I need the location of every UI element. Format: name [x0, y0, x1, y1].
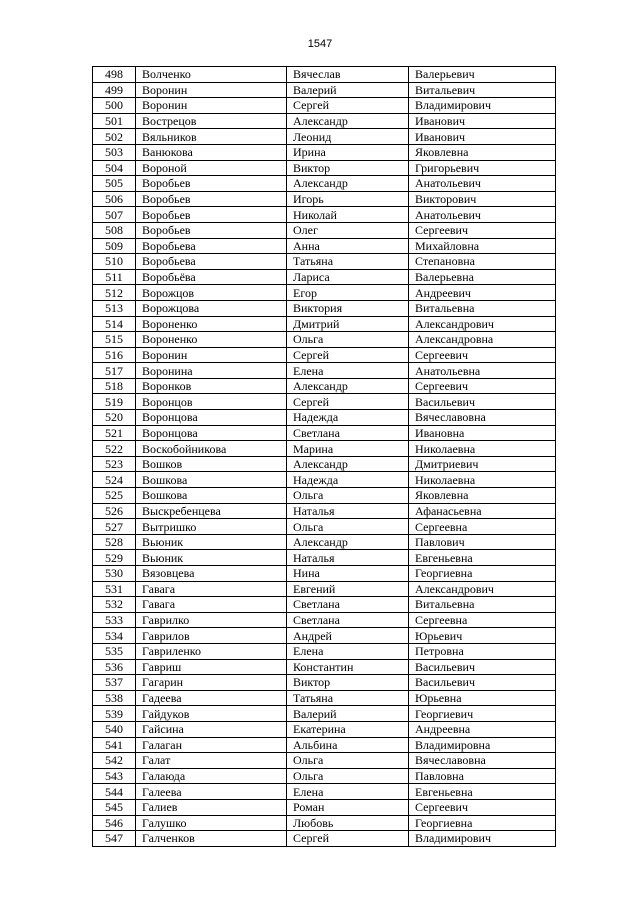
- first-name-cell: Светлана: [287, 597, 409, 613]
- patronymic-cell: Валерьевна: [409, 269, 556, 285]
- table-row: [93, 550, 556, 566]
- patronymic-cell: Витальевна: [409, 300, 556, 316]
- surname-cell: Воронина: [136, 363, 287, 379]
- table-row: [93, 706, 556, 722]
- surname-cell: Воронин: [136, 82, 287, 98]
- first-name-cell: Леонид: [287, 129, 409, 145]
- patronymic-cell: Григорьевич: [409, 160, 556, 176]
- table-row: [93, 222, 556, 238]
- first-name-cell: Ирина: [287, 144, 409, 160]
- patronymic-cell: Иванович: [409, 129, 556, 145]
- row-number-cell: 528: [93, 534, 136, 550]
- table-row: [93, 394, 556, 410]
- table-row: [93, 410, 556, 426]
- first-name-cell: Александр: [287, 456, 409, 472]
- patronymic-cell: Александрович: [409, 316, 556, 332]
- patronymic-cell: Вячеславовна: [409, 410, 556, 426]
- surname-cell: Воронков: [136, 378, 287, 394]
- surname-cell: Вострецов: [136, 113, 287, 129]
- patronymic-cell: Петровна: [409, 643, 556, 659]
- first-name-cell: Александр: [287, 113, 409, 129]
- patronymic-cell: Владимирович: [409, 831, 556, 847]
- surname-cell: Ворожцов: [136, 285, 287, 301]
- table-row: [93, 176, 556, 192]
- row-number-cell: 542: [93, 753, 136, 769]
- surname-cell: Вошкова: [136, 488, 287, 504]
- first-name-cell: Андрей: [287, 628, 409, 644]
- patronymic-cell: Сергеевич: [409, 378, 556, 394]
- first-name-cell: Наталья: [287, 503, 409, 519]
- first-name-cell: Константин: [287, 659, 409, 675]
- first-name-cell: Анна: [287, 238, 409, 254]
- table-row: [93, 799, 556, 815]
- surname-cell: Вытришко: [136, 519, 287, 535]
- surname-cell: Гавриш: [136, 659, 287, 675]
- surname-cell: Воробьев: [136, 222, 287, 238]
- patronymic-cell: Александровна: [409, 332, 556, 348]
- table-row: [93, 67, 556, 83]
- table-row: [93, 316, 556, 332]
- table-row: [93, 815, 556, 831]
- first-name-cell: Ольга: [287, 488, 409, 504]
- patronymic-cell: Юрьевич: [409, 628, 556, 644]
- surname-cell: Галушко: [136, 815, 287, 831]
- table-row: [93, 347, 556, 363]
- row-number-cell: 530: [93, 566, 136, 582]
- table-row: [93, 269, 556, 285]
- first-name-cell: Роман: [287, 799, 409, 815]
- surname-cell: Воронцов: [136, 394, 287, 410]
- row-number-cell: 532: [93, 597, 136, 613]
- table-row: [93, 441, 556, 457]
- surname-cell: Вороной: [136, 160, 287, 176]
- row-number-cell: 513: [93, 300, 136, 316]
- patronymic-cell: Георгиевна: [409, 566, 556, 582]
- row-number-cell: 507: [93, 207, 136, 223]
- first-name-cell: Егор: [287, 285, 409, 301]
- table-row: [93, 643, 556, 659]
- table-row: [93, 191, 556, 207]
- row-number-cell: 527: [93, 519, 136, 535]
- table-row: [93, 628, 556, 644]
- surname-cell: Выскребенцева: [136, 503, 287, 519]
- patronymic-cell: Андреевич: [409, 285, 556, 301]
- row-number-cell: 547: [93, 831, 136, 847]
- first-name-cell: Виктория: [287, 300, 409, 316]
- first-name-cell: Лариса: [287, 269, 409, 285]
- table-row: [93, 98, 556, 114]
- table-row: [93, 207, 556, 223]
- row-number-cell: 544: [93, 784, 136, 800]
- first-name-cell: Нина: [287, 566, 409, 582]
- row-number-cell: 525: [93, 488, 136, 504]
- patronymic-cell: Александрович: [409, 581, 556, 597]
- patronymic-cell: Павлович: [409, 534, 556, 550]
- row-number-cell: 514: [93, 316, 136, 332]
- first-name-cell: Сергей: [287, 347, 409, 363]
- first-name-cell: Николай: [287, 207, 409, 223]
- table-row: [93, 534, 556, 550]
- patronymic-cell: Николаевна: [409, 472, 556, 488]
- surname-cell: Вяльников: [136, 129, 287, 145]
- row-number-cell: 502: [93, 129, 136, 145]
- surname-cell: Вошкова: [136, 472, 287, 488]
- row-number-cell: 524: [93, 472, 136, 488]
- first-name-cell: Игорь: [287, 191, 409, 207]
- patronymic-cell: Анатольевна: [409, 363, 556, 379]
- row-number-cell: 501: [93, 113, 136, 129]
- patronymic-cell: Васильевич: [409, 675, 556, 691]
- first-name-cell: Сергей: [287, 831, 409, 847]
- surname-cell: Гайдуков: [136, 706, 287, 722]
- row-number-cell: 535: [93, 643, 136, 659]
- first-name-cell: Ольга: [287, 519, 409, 535]
- surname-cell: Галеева: [136, 784, 287, 800]
- patronymic-cell: Афанасьевна: [409, 503, 556, 519]
- first-name-cell: Вячеслав: [287, 67, 409, 83]
- table-row: [93, 472, 556, 488]
- patronymic-cell: Васильевич: [409, 659, 556, 675]
- row-number-cell: 506: [93, 191, 136, 207]
- row-number-cell: 534: [93, 628, 136, 644]
- first-name-cell: Виктор: [287, 675, 409, 691]
- surname-cell: Вьюник: [136, 550, 287, 566]
- row-number-cell: 517: [93, 363, 136, 379]
- first-name-cell: Сергей: [287, 98, 409, 114]
- table-row: [93, 332, 556, 348]
- table-row: [93, 456, 556, 472]
- row-number-cell: 504: [93, 160, 136, 176]
- table-row: [93, 690, 556, 706]
- row-number-cell: 540: [93, 721, 136, 737]
- table-row: [93, 238, 556, 254]
- row-number-cell: 503: [93, 144, 136, 160]
- row-number-cell: 511: [93, 269, 136, 285]
- table-row: [93, 82, 556, 98]
- table-row: [93, 659, 556, 675]
- table-row: [93, 363, 556, 379]
- first-name-cell: Александр: [287, 534, 409, 550]
- first-name-cell: Сергей: [287, 394, 409, 410]
- row-number-cell: 545: [93, 799, 136, 815]
- page-number: 1547: [307, 38, 333, 50]
- row-number-cell: 546: [93, 815, 136, 831]
- table-row: [93, 831, 556, 847]
- first-name-cell: Виктор: [287, 160, 409, 176]
- row-number-cell: 543: [93, 768, 136, 784]
- patronymic-cell: Степановна: [409, 254, 556, 270]
- table-row: [93, 300, 556, 316]
- patronymic-cell: Юрьевна: [409, 690, 556, 706]
- surname-cell: Галаюда: [136, 768, 287, 784]
- surname-cell: Воробьев: [136, 176, 287, 192]
- row-number-cell: 539: [93, 706, 136, 722]
- surname-cell: Вошков: [136, 456, 287, 472]
- patronymic-cell: Витальевич: [409, 82, 556, 98]
- first-name-cell: Олег: [287, 222, 409, 238]
- first-name-cell: Александр: [287, 176, 409, 192]
- first-name-cell: Татьяна: [287, 254, 409, 270]
- surname-cell: Гавриленко: [136, 643, 287, 659]
- table-row: [93, 753, 556, 769]
- surname-cell: Воронцова: [136, 410, 287, 426]
- row-number-cell: 520: [93, 410, 136, 426]
- surname-cell: Галаган: [136, 737, 287, 753]
- table-row: [93, 503, 556, 519]
- surname-cell: Галченков: [136, 831, 287, 847]
- table-row: [93, 675, 556, 691]
- patronymic-cell: Дмитриевич: [409, 456, 556, 472]
- surname-cell: Гавага: [136, 581, 287, 597]
- row-number-cell: 510: [93, 254, 136, 270]
- first-name-cell: Любовь: [287, 815, 409, 831]
- row-number-cell: 519: [93, 394, 136, 410]
- first-name-cell: Елена: [287, 784, 409, 800]
- row-number-cell: 509: [93, 238, 136, 254]
- patronymic-cell: Ивановна: [409, 425, 556, 441]
- patronymic-cell: Сергеевна: [409, 612, 556, 628]
- patronymic-cell: Сергеевич: [409, 222, 556, 238]
- patronymic-cell: Яковлевна: [409, 488, 556, 504]
- surname-cell: Воробьёва: [136, 269, 287, 285]
- patronymic-cell: Сергеевич: [409, 347, 556, 363]
- first-name-cell: Ольга: [287, 768, 409, 784]
- first-name-cell: Марина: [287, 441, 409, 457]
- table-row: [93, 113, 556, 129]
- row-number-cell: 505: [93, 176, 136, 192]
- surname-cell: Гаврилов: [136, 628, 287, 644]
- row-number-cell: 526: [93, 503, 136, 519]
- row-number-cell: 531: [93, 581, 136, 597]
- row-number-cell: 508: [93, 222, 136, 238]
- table-row: [93, 768, 556, 784]
- patronymic-cell: Николаевна: [409, 441, 556, 457]
- row-number-cell: 523: [93, 456, 136, 472]
- first-name-cell: Надежда: [287, 472, 409, 488]
- first-name-cell: Валерий: [287, 82, 409, 98]
- table-row: [93, 285, 556, 301]
- first-name-cell: Елена: [287, 363, 409, 379]
- surname-cell: Ванюкова: [136, 144, 287, 160]
- table-row: [93, 721, 556, 737]
- row-number-cell: 512: [93, 285, 136, 301]
- surname-cell: Гаврилко: [136, 612, 287, 628]
- row-number-cell: 537: [93, 675, 136, 691]
- first-name-cell: Евгений: [287, 581, 409, 597]
- table-row: [93, 737, 556, 753]
- row-number-cell: 518: [93, 378, 136, 394]
- surname-cell: Воронцова: [136, 425, 287, 441]
- first-name-cell: Светлана: [287, 425, 409, 441]
- table-row: [93, 160, 556, 176]
- surname-cell: Гагарин: [136, 675, 287, 691]
- table-row: [93, 129, 556, 145]
- first-name-cell: Екатерина: [287, 721, 409, 737]
- first-name-cell: Татьяна: [287, 690, 409, 706]
- patronymic-cell: Витальевна: [409, 597, 556, 613]
- table-row: [93, 488, 556, 504]
- table-row: [93, 566, 556, 582]
- first-name-cell: Александр: [287, 378, 409, 394]
- patronymic-cell: Евгеньевна: [409, 550, 556, 566]
- patronymic-cell: Анатольевич: [409, 176, 556, 192]
- surname-cell: Воробьев: [136, 207, 287, 223]
- surname-cell: Вороненко: [136, 332, 287, 348]
- patronymic-cell: Владимирович: [409, 98, 556, 114]
- table-row: [93, 784, 556, 800]
- first-name-cell: Валерий: [287, 706, 409, 722]
- patronymic-cell: Яковлевна: [409, 144, 556, 160]
- row-number-cell: 522: [93, 441, 136, 457]
- table-row: [93, 581, 556, 597]
- row-number-cell: 533: [93, 612, 136, 628]
- first-name-cell: Наталья: [287, 550, 409, 566]
- surname-cell: Вязовцева: [136, 566, 287, 582]
- patronymic-cell: Васильевич: [409, 394, 556, 410]
- first-name-cell: Дмитрий: [287, 316, 409, 332]
- table-row: [93, 597, 556, 613]
- patronymic-cell: Валерьевич: [409, 67, 556, 83]
- first-name-cell: Альбина: [287, 737, 409, 753]
- patronymic-cell: Георгиевна: [409, 815, 556, 831]
- first-name-cell: Ольга: [287, 332, 409, 348]
- row-number-cell: 516: [93, 347, 136, 363]
- patronymic-cell: Владимировна: [409, 737, 556, 753]
- surname-cell: Воробьева: [136, 254, 287, 270]
- surname-cell: Гайсина: [136, 721, 287, 737]
- surname-cell: Ворожцова: [136, 300, 287, 316]
- first-name-cell: Надежда: [287, 410, 409, 426]
- patronymic-cell: Вячеславовна: [409, 753, 556, 769]
- patronymic-cell: Георгиевич: [409, 706, 556, 722]
- patronymic-cell: Викторович: [409, 191, 556, 207]
- row-number-cell: 498: [93, 67, 136, 83]
- patronymic-cell: Сергеевич: [409, 799, 556, 815]
- surname-cell: Воронин: [136, 347, 287, 363]
- surname-cell: Гавага: [136, 597, 287, 613]
- surname-cell: Галиев: [136, 799, 287, 815]
- surname-cell: Галат: [136, 753, 287, 769]
- first-name-cell: Светлана: [287, 612, 409, 628]
- names-table: [92, 66, 556, 847]
- surname-cell: Воробьева: [136, 238, 287, 254]
- surname-cell: Воробьев: [136, 191, 287, 207]
- table-row: [93, 612, 556, 628]
- row-number-cell: 541: [93, 737, 136, 753]
- patronymic-cell: Андреевна: [409, 721, 556, 737]
- row-number-cell: 538: [93, 690, 136, 706]
- surname-cell: Воскобойникова: [136, 441, 287, 457]
- surname-cell: Гадеева: [136, 690, 287, 706]
- row-number-cell: 499: [93, 82, 136, 98]
- row-number-cell: 536: [93, 659, 136, 675]
- row-number-cell: 500: [93, 98, 136, 114]
- table-row: [93, 144, 556, 160]
- surname-cell: Вьюник: [136, 534, 287, 550]
- patronymic-cell: Иванович: [409, 113, 556, 129]
- surname-cell: Волченко: [136, 67, 287, 83]
- first-name-cell: Ольга: [287, 753, 409, 769]
- table-row: [93, 378, 556, 394]
- row-number-cell: 529: [93, 550, 136, 566]
- patronymic-cell: Сергеевна: [409, 519, 556, 535]
- patronymic-cell: Анатольевич: [409, 207, 556, 223]
- patronymic-cell: Павловна: [409, 768, 556, 784]
- patronymic-cell: Евгеньевна: [409, 784, 556, 800]
- table-row: [93, 519, 556, 535]
- table-row: [93, 254, 556, 270]
- names-table-body: [93, 67, 556, 847]
- surname-cell: Вороненко: [136, 316, 287, 332]
- row-number-cell: 521: [93, 425, 136, 441]
- first-name-cell: Елена: [287, 643, 409, 659]
- table-row: [93, 425, 556, 441]
- surname-cell: Воронин: [136, 98, 287, 114]
- row-number-cell: 515: [93, 332, 136, 348]
- patronymic-cell: Михайловна: [409, 238, 556, 254]
